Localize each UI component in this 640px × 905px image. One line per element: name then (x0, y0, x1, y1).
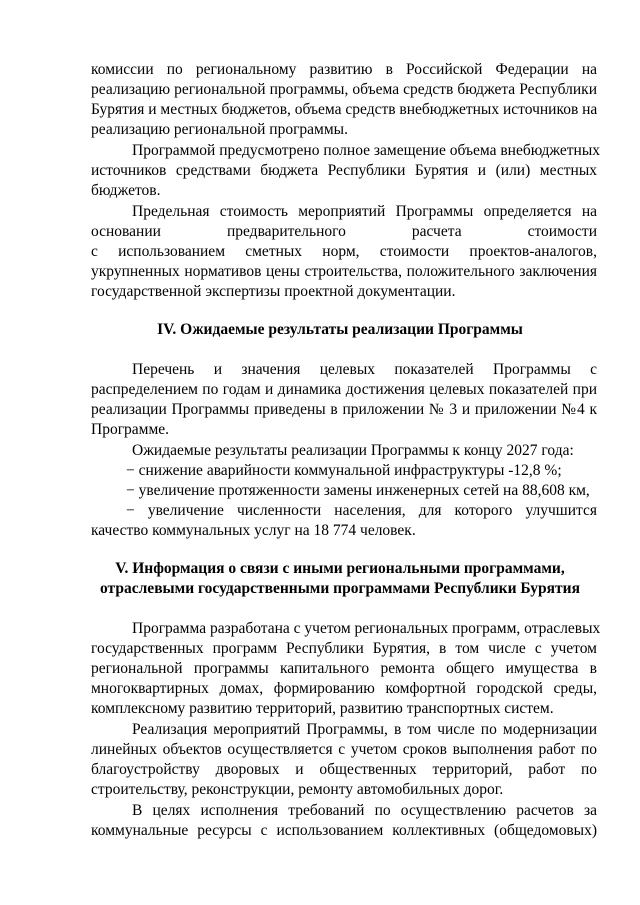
text-line: Реализация мероприятий Программы, в том числе по модернизации (132, 721, 597, 738)
text-line: реализацию региональной программы. (91, 121, 348, 138)
text-line: Предельная стоимость мероприятий Программы определяется на (132, 203, 597, 220)
text-line: Программой предусмотрено полное замещение объема внебюджетных (132, 142, 601, 159)
text-line: источников средствами бюджета Республики Бурятия и (или) местных (91, 162, 597, 179)
bullet-item: − увеличение протяженности замены инженерных сетей на 88,608 км, (126, 482, 590, 499)
text-line: Перечень и значения целевых показателей Программы с (132, 361, 597, 378)
text-line: реализации Программы приведены в приложении № 3 и приложении №4 к (91, 401, 597, 418)
text-line: с использованием сметных норм, стоимости проектов-аналогов, (91, 243, 597, 260)
text-line: многоквартирных домах, формированию комфортной городской среды, (91, 680, 597, 697)
section-heading: отраслевыми государственными программами Республики Бурятия (100, 580, 580, 597)
text-line: укрупненных нормативов цены строительства, положительного заключения (91, 263, 597, 280)
text-line: основании предварительного расчета стоимости (91, 223, 597, 240)
bullet-item: − увеличение численности населения, для которого улучшится (126, 502, 597, 519)
text-line: Программе. (91, 421, 170, 438)
text-line: Программа разработана с учетом региональных программ, отраслевых (132, 620, 601, 637)
text-line: В целях исполнения требований по осуществлению расчетов за (132, 802, 597, 819)
text-line: качество коммунальных услуг на 18 774 человек. (91, 522, 416, 539)
section-heading: V. Информация о связи с иными региональными программами, (115, 560, 565, 577)
text-line: Ожидаемые результаты реализации Программы к концу 2027 года: (132, 442, 574, 459)
bullet-item: − снижение аварийности коммунальной инфраструктуры -12,8 %; (126, 462, 562, 479)
text-line: комплексному развитию территорий, развитию транспортных систем. (91, 700, 554, 717)
text-line: государственных программ Республики Бурятия, в том числе с учетом (91, 640, 597, 657)
text-line: распределением по годам и динамика достижения целевых показателей при (91, 381, 597, 398)
text-line: государственной экспертизы проектной документации. (91, 283, 456, 300)
text-line: Бурятия и местных бюджетов, объема средств внебюджетных источников на (91, 101, 598, 118)
text-line: бюджетов. (91, 182, 161, 199)
text-line: линейных объектов осуществляется с учетом сроков выполнения работ по (91, 741, 597, 758)
text-line: региональной программы капитального ремонта общего имущества в (91, 660, 597, 677)
text-line: комиссии по региональному развитию в Российской Федерации на (91, 61, 597, 78)
text-line: реализацию региональной программы, объема средств бюджета Республики (91, 81, 597, 98)
text-line: коммунальные ресурсы с использованием коллективных (общедомовых) (91, 822, 597, 839)
section-heading: IV. Ожидаемые результаты реализации Программы (157, 321, 523, 338)
text-line: благоустройству дворовых и общественных территорий, работ по (91, 761, 597, 778)
text-line: строительству, реконструкции, ремонту автомобильных дорог. (91, 781, 504, 798)
